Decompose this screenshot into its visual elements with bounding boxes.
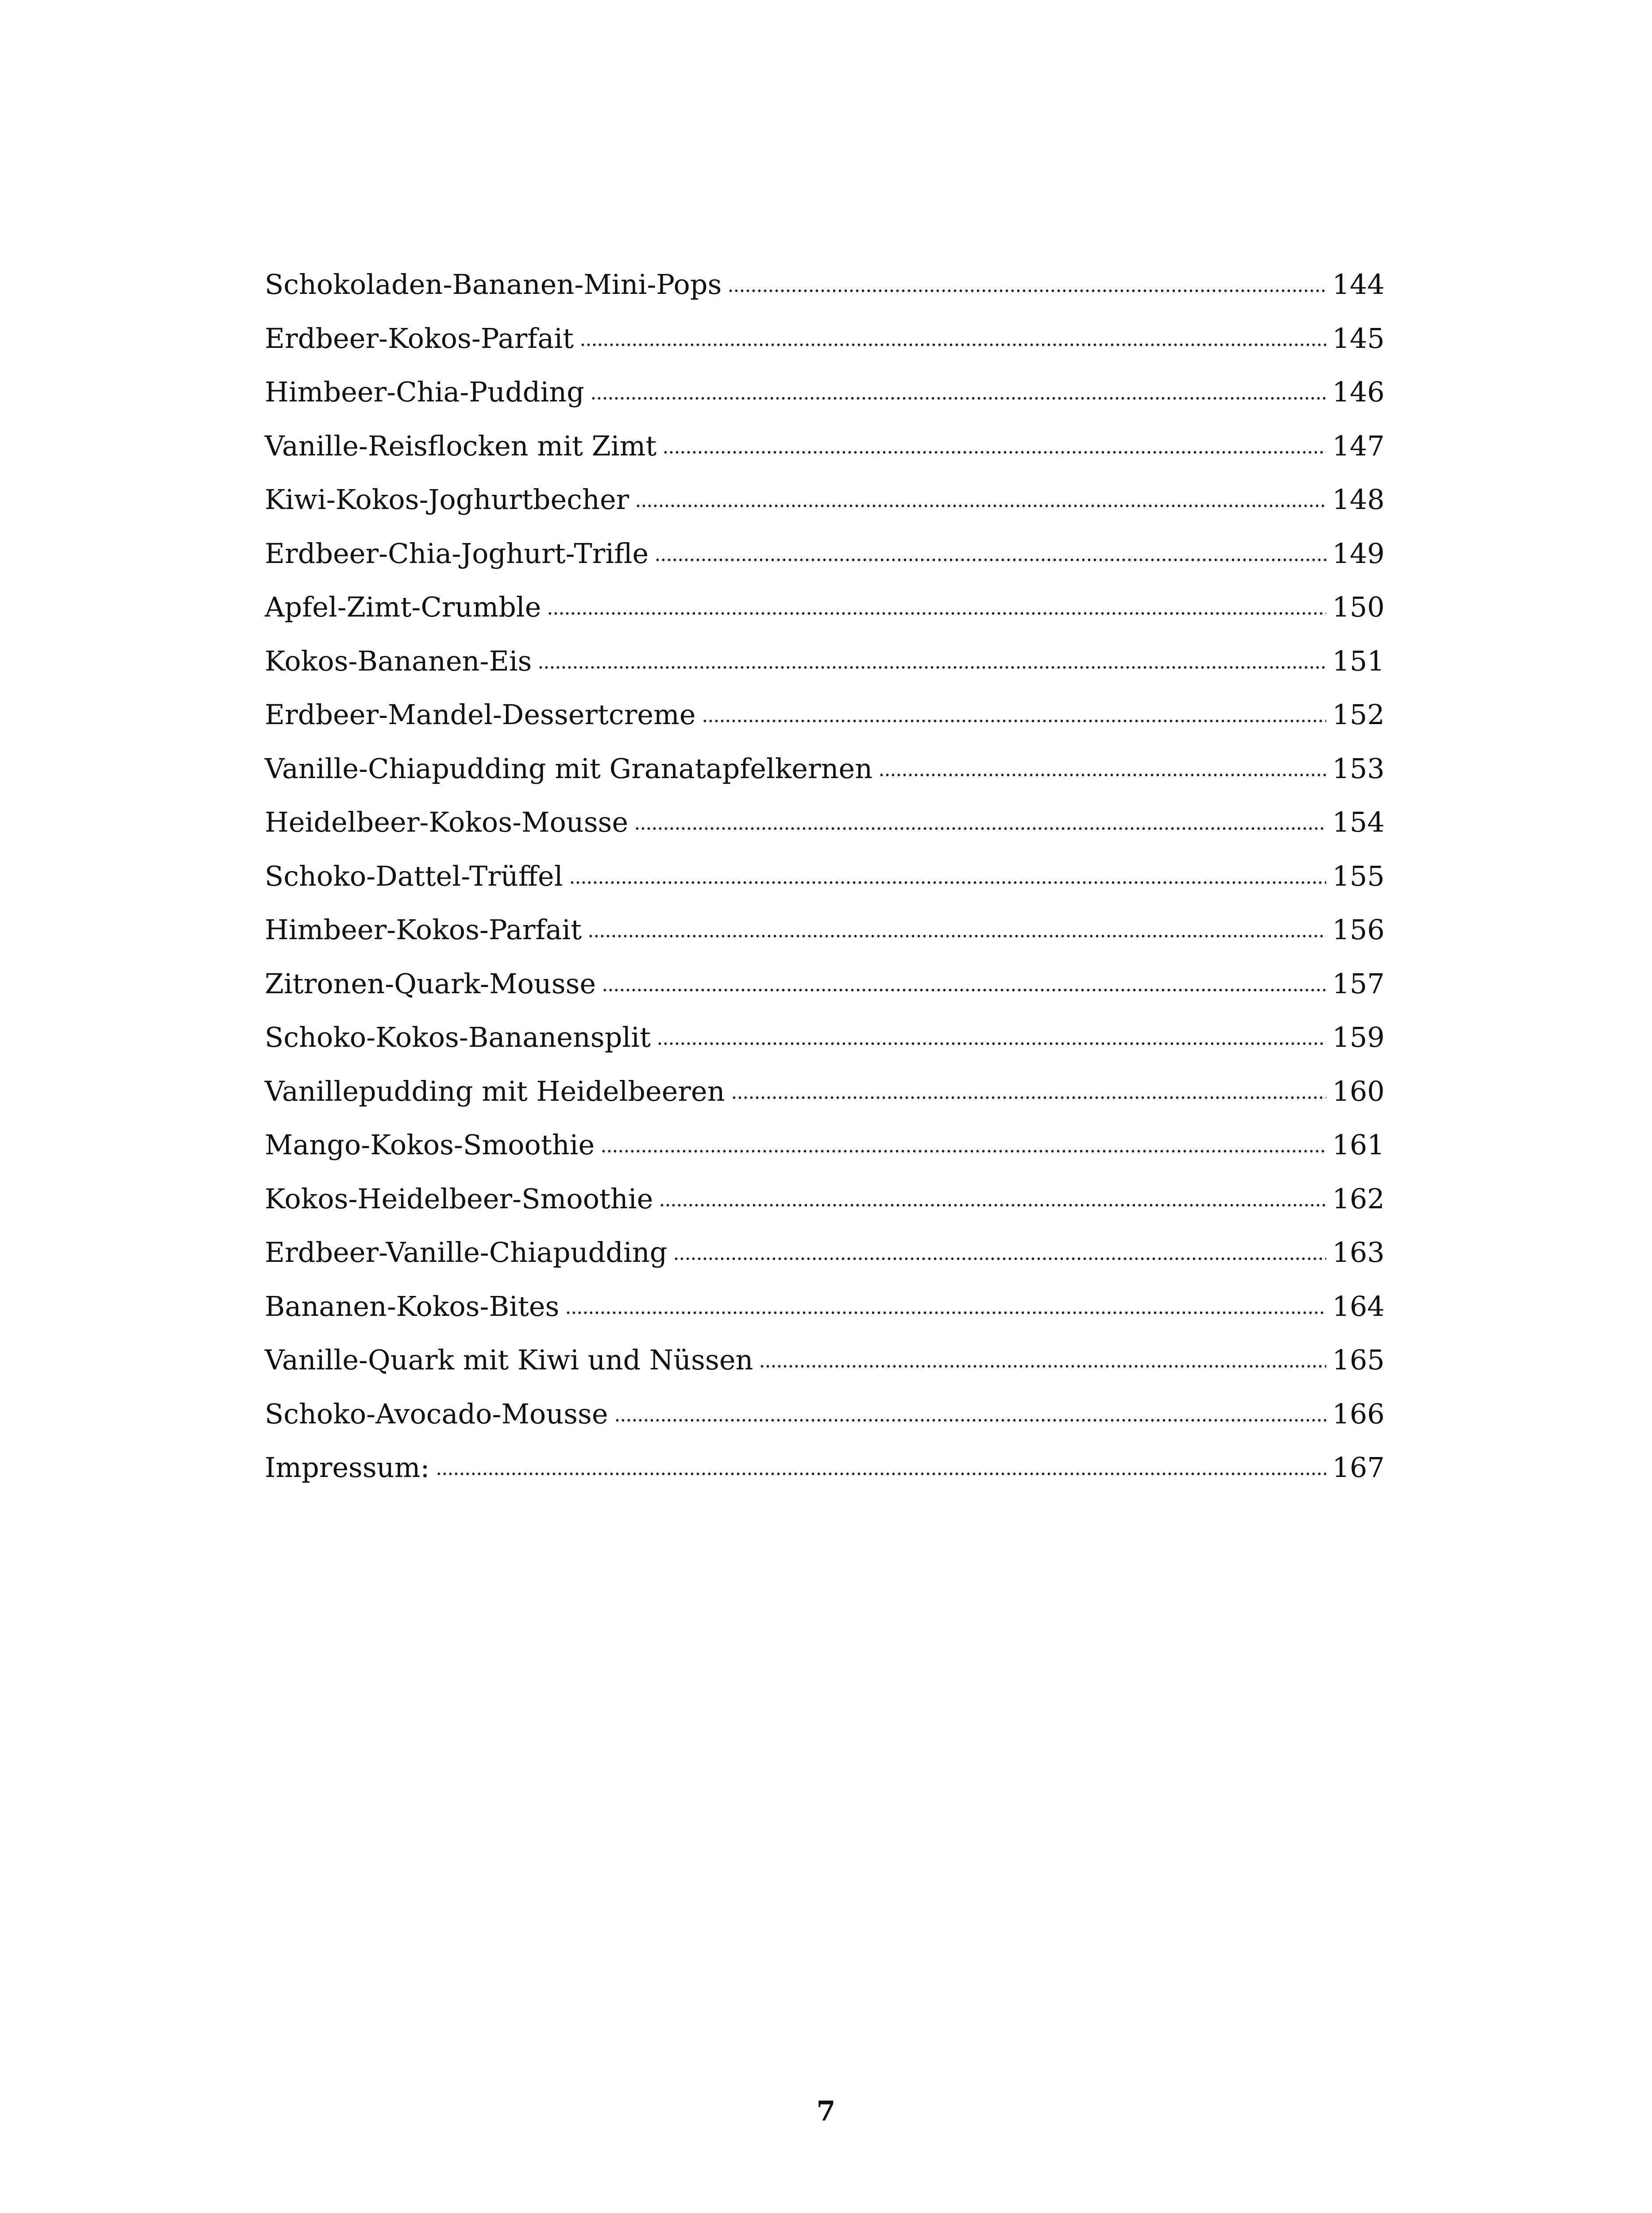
toc-entry-title: Erdbeer-Vanille-Chiapudding	[265, 1236, 668, 1268]
toc-entry-title: Bananen-Kokos-Bites	[265, 1290, 560, 1322]
toc-entry[interactable]	[265, 849, 1385, 903]
toc-entry-title: Erdbeer-Chia-Joghurt-Trifle	[265, 537, 649, 570]
toc-entry[interactable]	[265, 1064, 1385, 1118]
toc-entry-page: 156	[1332, 914, 1385, 946]
toc-entry-page: 164	[1332, 1290, 1385, 1322]
toc-entry-page: 145	[1332, 322, 1385, 355]
toc-entry[interactable]	[265, 1280, 1385, 1334]
toc-entry[interactable]	[265, 580, 1385, 634]
toc-entry-title: Kokos-Bananen-Eis	[265, 644, 532, 677]
toc-entry[interactable]	[265, 365, 1385, 419]
toc-entry[interactable]	[265, 419, 1385, 473]
toc-entry[interactable]	[265, 903, 1385, 957]
toc-entry-page: 154	[1332, 806, 1385, 838]
page-number: 7	[816, 2095, 836, 2127]
toc-entry-page: 162	[1332, 1182, 1385, 1215]
toc-entry-page: 149	[1332, 537, 1385, 570]
toc-dot-leader	[580, 342, 1326, 348]
toc-entry-page: 150	[1332, 591, 1385, 623]
toc-entry-page: 157	[1332, 967, 1385, 1000]
toc-entry[interactable]	[265, 1118, 1385, 1172]
toc-entry[interactable]	[265, 473, 1385, 527]
table-of-contents	[265, 258, 1385, 1495]
toc-entry-page: 151	[1332, 644, 1385, 677]
toc-entry[interactable]	[265, 1441, 1385, 1495]
toc-entry-title: Erdbeer-Mandel-Dessertcreme	[265, 698, 696, 731]
toc-entry-page: 167	[1332, 1451, 1385, 1484]
toc-dot-leader	[569, 879, 1326, 886]
toc-entry-title: Vanille-Reisflocken mit Zimt	[265, 429, 657, 462]
toc-entry-title: Kiwi-Kokos-Joghurtbecher	[265, 483, 629, 516]
toc-dot-leader	[602, 987, 1326, 993]
toc-dot-leader	[634, 825, 1326, 832]
toc-entry-page: 161	[1332, 1129, 1385, 1161]
toc-entry[interactable]	[265, 795, 1385, 849]
toc-entry-page: 147	[1332, 429, 1385, 462]
toc-entry-title: Vanille-Chiapudding mit Granatapfelkernen	[265, 752, 873, 785]
toc-entry[interactable]	[265, 688, 1385, 742]
toc-entry-page: 148	[1332, 483, 1385, 516]
toc-entry-title: Kokos-Heidelbeer-Smoothie	[265, 1182, 653, 1215]
toc-dot-leader	[635, 503, 1326, 509]
toc-dot-leader	[879, 772, 1326, 778]
toc-entry-title: Heidelbeer-Kokos-Mousse	[265, 806, 629, 838]
toc-entry[interactable]	[265, 957, 1385, 1011]
toc-entry-page: 153	[1332, 752, 1385, 785]
toc-entry[interactable]	[265, 1333, 1385, 1387]
toc-entry-page: 152	[1332, 698, 1385, 731]
toc-entry-page: 155	[1332, 860, 1385, 892]
toc-entry-title: Zitronen-Quark-Mousse	[265, 967, 596, 1000]
toc-entry[interactable]	[265, 1010, 1385, 1064]
toc-dot-leader	[759, 1363, 1326, 1369]
toc-entry-page: 144	[1332, 268, 1385, 301]
toc-dot-leader	[601, 1148, 1326, 1154]
toc-entry-title: Impressum:	[265, 1451, 430, 1484]
toc-entry-title: Vanille-Quark mit Kiwi und Nüssen	[265, 1344, 753, 1376]
toc-entry[interactable]	[265, 312, 1385, 366]
toc-entry-title: Erdbeer-Kokos-Parfait	[265, 322, 574, 355]
toc-dot-leader	[728, 288, 1326, 294]
toc-entry-title: Apfel-Zimt-Crumble	[265, 591, 541, 623]
toc-entry-title: Schoko-Avocado-Mousse	[265, 1397, 608, 1430]
toc-entry-title: Himbeer-Chia-Pudding	[265, 376, 584, 408]
toc-dot-leader	[673, 1256, 1326, 1262]
toc-entry[interactable]	[265, 742, 1385, 796]
toc-dot-leader	[614, 1417, 1326, 1423]
toc-entry-title: Schoko-Kokos-Bananensplit	[265, 1021, 651, 1053]
toc-entry[interactable]	[265, 1226, 1385, 1280]
toc-entry-title: Schokoladen-Bananen-Mini-Pops	[265, 268, 722, 301]
toc-entry[interactable]	[265, 1387, 1385, 1441]
toc-dot-leader	[659, 1202, 1326, 1208]
toc-entry-page: 166	[1332, 1397, 1385, 1430]
toc-dot-leader	[538, 664, 1326, 671]
toc-dot-leader	[702, 718, 1326, 724]
toc-dot-leader	[588, 933, 1326, 939]
toc-entry-page: 159	[1332, 1021, 1385, 1053]
toc-entry[interactable]	[265, 1172, 1385, 1226]
toc-dot-leader	[663, 449, 1326, 455]
toc-entry-title: Vanillepudding mit Heidelbeeren	[265, 1075, 725, 1107]
toc-entry-page: 163	[1332, 1236, 1385, 1268]
toc-dot-leader	[565, 1310, 1326, 1316]
toc-entry-page: 160	[1332, 1075, 1385, 1107]
toc-entry-page: 146	[1332, 376, 1385, 408]
toc-dot-leader	[655, 557, 1326, 563]
toc-entry[interactable]	[265, 634, 1385, 688]
toc-entry[interactable]	[265, 258, 1385, 312]
toc-dot-leader	[436, 1471, 1326, 1477]
toc-dot-leader	[591, 395, 1326, 401]
toc-dot-leader	[547, 610, 1326, 617]
toc-dot-leader	[731, 1095, 1326, 1101]
toc-entry[interactable]	[265, 527, 1385, 581]
toc-entry-title: Himbeer-Kokos-Parfait	[265, 914, 582, 946]
toc-dot-leader	[657, 1041, 1326, 1047]
toc-entry-title: Mango-Kokos-Smoothie	[265, 1129, 595, 1161]
toc-entry-page: 165	[1332, 1344, 1385, 1376]
toc-entry-title: Schoko-Dattel-Trüffel	[265, 860, 563, 892]
